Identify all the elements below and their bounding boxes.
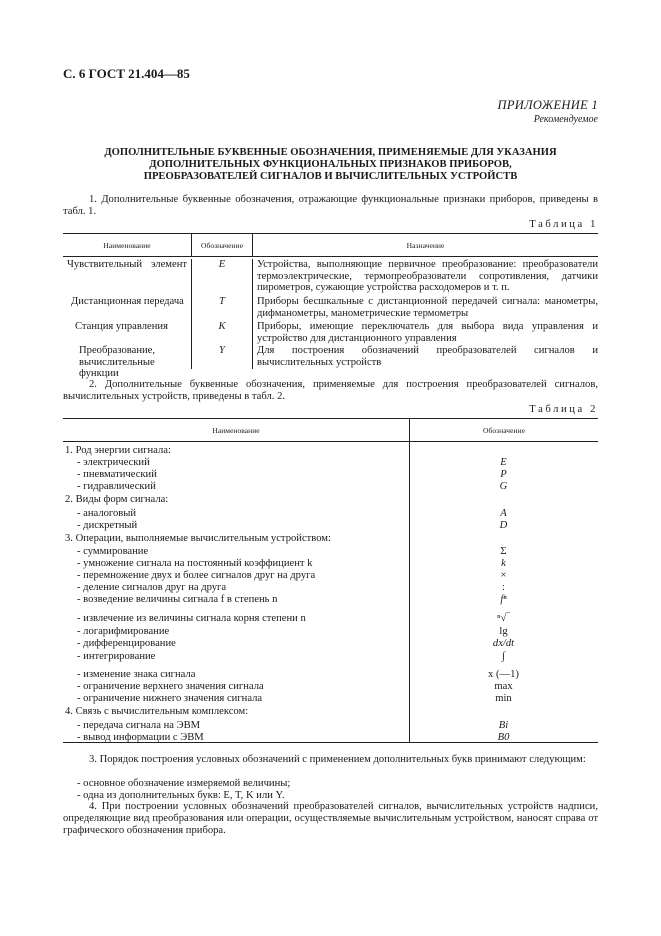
table2-cell-symbol: Σ bbox=[500, 546, 507, 557]
table1-cell-name: Преобразование, вычислительные функции bbox=[79, 345, 156, 379]
paragraph-3-item: - одна из дополнительных букв: E, T, K или Y. bbox=[77, 790, 285, 801]
table2-cell-name: - пневматический bbox=[77, 469, 157, 480]
paragraph-4 bbox=[63, 801, 598, 837]
paragraph-2 bbox=[63, 379, 598, 403]
title-line: ДОПОЛНИТЕЛЬНЫЕ БУКВЕННЫЕ ОБОЗНАЧЕНИЯ, ПРИМЕНЯЕМЫЕ ДЛЯ УКАЗАНИЯ bbox=[104, 147, 557, 158]
table-row bbox=[63, 706, 598, 717]
table-row bbox=[63, 570, 598, 581]
table2-cell-name: - умножение сигнала на постоянный коэффициент k bbox=[77, 558, 313, 569]
table2-cell-symbol bbox=[409, 494, 598, 505]
table2-cell-name: 4. Связь с вычислительным комплексом: bbox=[65, 706, 249, 717]
table-row bbox=[63, 720, 598, 731]
table2-cell-name: - дифференцирование bbox=[77, 638, 176, 649]
table2-cell-symbol: Bi bbox=[498, 720, 509, 731]
table-row bbox=[63, 445, 598, 456]
table-row bbox=[63, 259, 598, 296]
table2-cell-name: - перемножение двух и более сигналов друг на друга bbox=[77, 570, 316, 581]
table-row bbox=[63, 732, 598, 743]
table1-header-code: Обозначение bbox=[191, 234, 253, 256]
table2-cell-name: - извлечение из величины сигнала корня степени n bbox=[77, 613, 306, 624]
table1-cell-purpose: Приборы, имеющие переключатель для выбора вида управления и устройство для дистанционного управления bbox=[257, 321, 598, 344]
table-row bbox=[63, 296, 598, 321]
table1-cell-code: T bbox=[191, 296, 253, 321]
paragraph-1-text: 1. Дополнительные буквенные обозначения, отражающие функциональные признаки приборов, приведены в табл. 1. bbox=[63, 194, 598, 217]
table2-header-symbol: Обозначение bbox=[483, 425, 525, 435]
table2-cell-name: - суммирование bbox=[77, 546, 149, 557]
table-row bbox=[63, 321, 598, 345]
paragraph-2-text: 2. Дополнительные буквенные обозначения, применяемые для построения преобразователей сигналов, вычислительных устройств, приведены в табл. 2. bbox=[63, 379, 598, 402]
table2-cell-symbol bbox=[409, 706, 598, 717]
table2-cell-name: - передача сигнала на ЭВМ bbox=[77, 720, 201, 731]
table-1 bbox=[63, 233, 598, 379]
table1-cell-code: Y bbox=[191, 345, 253, 369]
appendix-number: ПРИЛОЖЕНИЕ 1 bbox=[497, 98, 598, 112]
table2-cell-name: - вывод информации с ЭВМ bbox=[77, 732, 204, 743]
table1-header-name: Наименование bbox=[103, 240, 151, 250]
table2-cell-symbol bbox=[409, 445, 598, 456]
paragraph-3-item: - основное обозначение измеряемой величины; bbox=[77, 778, 291, 789]
table-row bbox=[63, 520, 598, 531]
table2-cell-symbol: × bbox=[500, 570, 507, 581]
table1-cell-code: E bbox=[191, 259, 253, 296]
table1-cell-purpose: Приборы бесшкальные с дистанционной передачей сигнала: манометры, дифманометры, манометрические термометры bbox=[257, 296, 598, 319]
table2-cell-symbol: E bbox=[500, 457, 507, 468]
table1-header bbox=[63, 233, 598, 257]
table1-cell-name: Чувствительный элемент bbox=[67, 259, 187, 270]
table-row bbox=[63, 626, 598, 637]
table-row bbox=[63, 582, 598, 593]
table2-cell-name: 1. Род энергии сигнала: bbox=[65, 445, 171, 456]
table2-caption: Таблица 2 bbox=[529, 404, 598, 415]
table2-cell-symbol: : bbox=[502, 582, 505, 593]
table2-cell-symbol: lg bbox=[499, 626, 508, 637]
table1-cell-purpose: Устройства, выполняющие первичное преобразование: преобразователи термоэлектрические, термопреобразователи сопротивления, датчики пирометров, сужающие устройства расходомеров и т. п. bbox=[257, 259, 598, 293]
table2-cell-symbol: max bbox=[494, 681, 513, 692]
table2-cell-symbol: ∫ bbox=[502, 651, 505, 662]
table2-cell-symbol: x (—1) bbox=[488, 669, 519, 680]
table-row bbox=[63, 638, 598, 649]
page-header: С. 6 ГОСТ 21.404—85 bbox=[63, 66, 190, 81]
table2-cell-name: - гидравлический bbox=[77, 481, 156, 492]
title-line: ДОПОЛНИТЕЛЬНЫХ ФУНКЦИОНАЛЬНЫХ ПРИЗНАКОВ ПРИБОРОВ, bbox=[149, 159, 512, 170]
table2-header-name: Наименование bbox=[63, 419, 410, 441]
table2-cell-name: - электрический bbox=[77, 457, 150, 468]
table2-header bbox=[63, 418, 598, 442]
table2-cell-name: - изменение знака сигнала bbox=[77, 669, 196, 680]
table2-cell-name: - дискретный bbox=[77, 520, 138, 531]
table2-cell-symbol: dx/dt bbox=[492, 638, 515, 649]
table2-cell-name: 2. Виды форм сигнала: bbox=[65, 494, 169, 505]
table-row bbox=[63, 693, 598, 704]
table1-cell-name: Дистанционная передача bbox=[71, 296, 184, 307]
table-row bbox=[63, 457, 598, 468]
table2-cell-symbol bbox=[409, 533, 598, 544]
table-row bbox=[63, 594, 598, 605]
table-row bbox=[63, 533, 598, 544]
table2-cell-name: - возведение величины сигнала f в степень n bbox=[77, 594, 278, 605]
paragraph-3 bbox=[63, 754, 598, 766]
table2-cell-symbol: D bbox=[499, 520, 508, 531]
table2-cell-symbol: B0 bbox=[497, 732, 510, 743]
table2-cell-name: - интегрирование bbox=[77, 651, 156, 662]
table2-cell-name: - деление сигналов друг на друга bbox=[77, 582, 227, 593]
table-row bbox=[63, 481, 598, 492]
table2-cell-name: 3. Операции, выполняемые вычислительным устройством: bbox=[65, 533, 331, 544]
table2-cell-name: - ограничение нижнего значения сигнала bbox=[77, 693, 263, 704]
table-row bbox=[63, 508, 598, 519]
table2-cell-symbol: fⁿ bbox=[500, 594, 507, 605]
table-row bbox=[63, 669, 598, 680]
table2-cell-name: - ограничение верхнего значения сигнала bbox=[77, 681, 264, 692]
table-row bbox=[63, 613, 598, 624]
appendix-title bbox=[63, 147, 598, 183]
table2-cell-name: - аналоговый bbox=[77, 508, 137, 519]
table2-cell-symbol: k bbox=[501, 558, 506, 569]
title-line: ПРЕОБРАЗОВАТЕЛЕЙ СИГНАЛОВ И ВЫЧИСЛИТЕЛЬНЫХ УСТРОЙСТВ bbox=[143, 171, 518, 182]
table-row bbox=[63, 469, 598, 480]
table2-cell-symbol: G bbox=[499, 481, 508, 492]
table2-cell-name: - логарифмирование bbox=[77, 626, 170, 637]
paragraph-1 bbox=[63, 194, 598, 218]
table-row bbox=[63, 558, 598, 569]
appendix-status: Рекомендуемое bbox=[533, 114, 598, 125]
table1-cell-name: Станция управления bbox=[75, 321, 168, 332]
table2-cell-symbol: ⁿ√‾ bbox=[497, 613, 510, 624]
table1-header-purpose: Назначение bbox=[406, 240, 445, 250]
paragraph-4-text: 4. При построении условных обозначений преобразователей сигналов, вычислительных устройств надписи, определяющие вид преобразования или операции, осуществляемые вычислительным устройством, наносят справа от графического обозначения прибора. bbox=[63, 801, 598, 836]
table1-caption: Таблица 1 bbox=[529, 219, 598, 230]
paragraph-3-text: 3. Порядок построения условных обозначений с применением дополнительных букв принимают следующим: bbox=[89, 754, 586, 765]
table-row bbox=[63, 681, 598, 692]
table2-cell-symbol: A bbox=[500, 508, 507, 519]
table-row bbox=[63, 546, 598, 557]
table-row bbox=[63, 651, 598, 662]
table2-cell-symbol: P bbox=[500, 469, 507, 480]
table1-cell-purpose: Для построения обозначений преобразователей сигналов и вычислительных устройств bbox=[257, 345, 598, 368]
appendix-label bbox=[498, 98, 598, 125]
table-row bbox=[63, 494, 598, 505]
table1-cell-code: K bbox=[191, 321, 253, 345]
table-row bbox=[63, 345, 598, 379]
table-2 bbox=[63, 418, 598, 743]
table2-cell-symbol: min bbox=[495, 693, 512, 704]
